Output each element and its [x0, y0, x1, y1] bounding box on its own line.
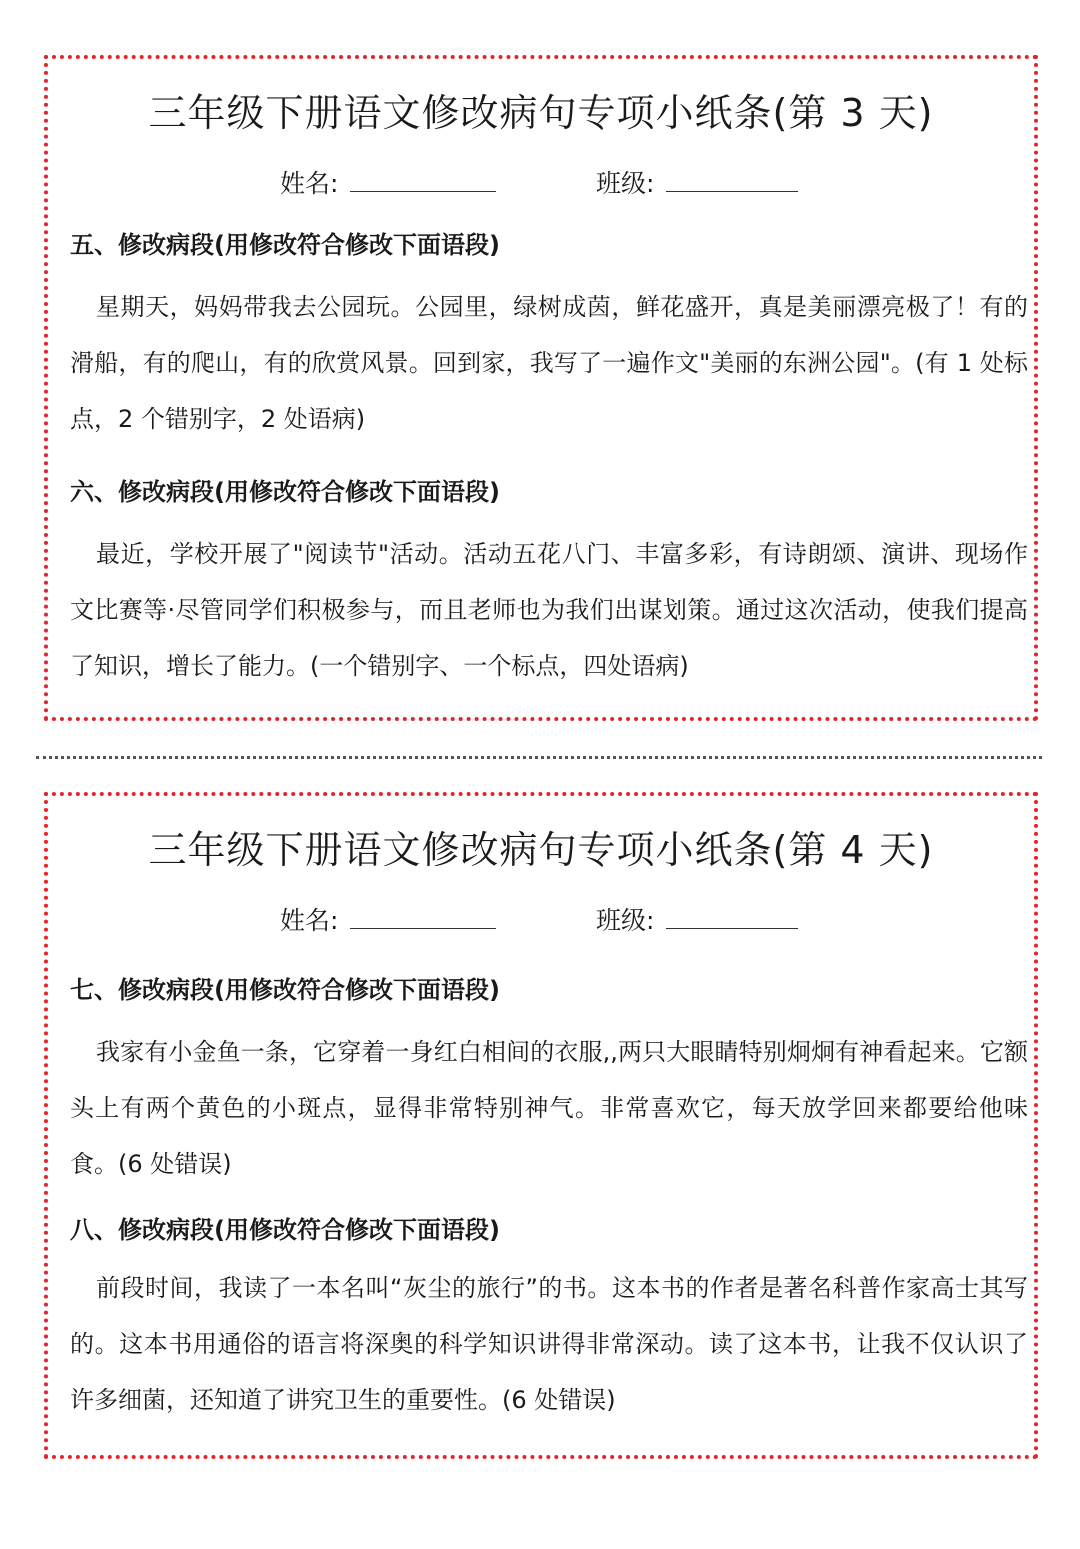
name-field [280, 163, 496, 204]
student-info-line [48, 900, 1034, 940]
class-label: 班级: [596, 906, 655, 935]
worksheet-card-day-3 [44, 55, 1038, 721]
class-field [596, 163, 798, 204]
section-heading: 六、修改病段(用修改符合修改下面语段) [70, 478, 500, 506]
name-label: 姓名: [280, 169, 339, 198]
class-blank [666, 163, 798, 192]
section-paragraph: 星期天，妈妈带我去公园玩。公园里，绿树成茵，鲜花盛开，真是美丽漂亮极了！有的滑船，有的爬山，有的欣赏风景。回到家，我写了一遍作文"美丽的东洲公园"。(有 1 处标点，2 个错别字，2 处语病) [70, 293, 1028, 433]
section-paragraph: 我家有小金鱼一条，它穿着一身红白相间的衣服,,两只大眼睛特别炯炯有神看起来。它额头上有两个黄色的小斑点，显得非常特别神气。非常喜欢它，每天放学回来都要给他味食。(6 处错误) [70, 1038, 1028, 1178]
section-heading: 五、修改病段(用修改符合修改下面语段) [70, 231, 500, 259]
section-paragraph: 最近，学校开展了"阅读节"活动。活动五花八门、丰富多彩，有诗朗颂、演讲、现场作文比赛等·尽管同学们积极参与，而且老师也为我们出谋划策。通过这次活动，使我们提高了知识，增长了能力。(一个错别字、一个标点，四处语病) [70, 540, 1028, 680]
class-label: 班级: [596, 169, 655, 198]
section-heading: 八、修改病段(用修改符合修改下面语段) [70, 1216, 500, 1244]
class-field [596, 900, 798, 941]
section-paragraph: 前段时间，我读了一本名叫“灰尘的旅行”的书。这本书的作者是著名科普作家高士其写的。这本书用通俗的语言将深奥的科学知识讲得非常深动。读了这本书，让我不仅认识了许多细菌，还知道了讲究卫生的重要性。(6 处错误) [70, 1274, 1028, 1414]
class-blank [666, 900, 798, 929]
cut-line-divider [36, 756, 1042, 759]
section-heading: 七、修改病段(用修改符合修改下面语段) [70, 976, 500, 1004]
name-blank [350, 900, 496, 929]
student-info-line [48, 163, 1034, 203]
card-title: 三年级下册语文修改病句专项小纸条(第 4 天) [148, 828, 934, 872]
worksheet-card-day-4 [44, 792, 1038, 1459]
card-title: 三年级下册语文修改病句专项小纸条(第 3 天) [148, 91, 934, 135]
name-field [280, 900, 496, 941]
name-blank [350, 163, 496, 192]
name-label: 姓名: [280, 906, 339, 935]
